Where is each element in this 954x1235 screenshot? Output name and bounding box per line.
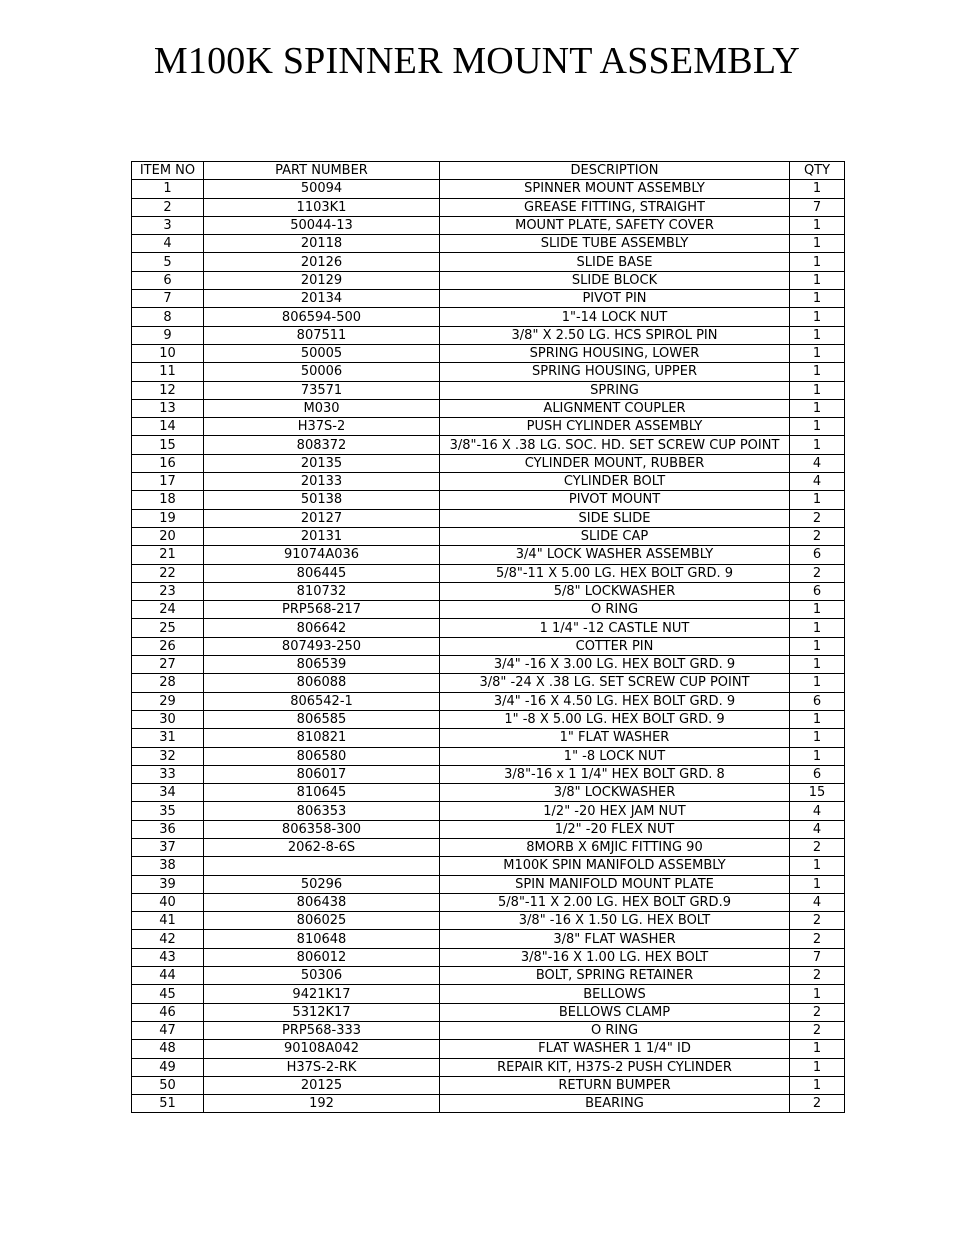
item-no-cell: 15 [132, 436, 204, 454]
item-no-cell: 27 [132, 656, 204, 674]
item-no-cell: 32 [132, 747, 204, 765]
part-number-cell: 808372 [204, 436, 440, 454]
table-row [132, 1058, 845, 1076]
table-row [132, 198, 845, 216]
part-number-cell: 192 [204, 1095, 440, 1113]
part-number-cell: 20131 [204, 527, 440, 545]
description-cell: 5/8" LOCKWASHER [440, 582, 790, 600]
description-cell: SIDE SLIDE [440, 509, 790, 527]
item-no-cell: 22 [132, 564, 204, 582]
qty-cell: 15 [790, 784, 845, 802]
table-body [132, 180, 845, 1113]
table-row [132, 875, 845, 893]
part-number-cell: 20135 [204, 454, 440, 472]
description-cell: 3/4" -16 X 3.00 LG. HEX BOLT GRD. 9 [440, 656, 790, 674]
qty-cell: 2 [790, 930, 845, 948]
description-cell: 3/8" -16 X 1.50 LG. HEX BOLT [440, 912, 790, 930]
table-row [132, 418, 845, 436]
description-cell: RETURN BUMPER [440, 1076, 790, 1094]
part-number-cell: 20118 [204, 235, 440, 253]
part-number-cell: 50044-13 [204, 216, 440, 234]
qty-cell: 1 [790, 729, 845, 747]
qty-cell: 1 [790, 985, 845, 1003]
qty-cell: 6 [790, 692, 845, 710]
table-row [132, 253, 845, 271]
item-no-cell: 26 [132, 637, 204, 655]
part-number-cell: 806642 [204, 619, 440, 637]
description-cell: SPINNER MOUNT ASSEMBLY [440, 180, 790, 198]
item-no-cell: 2 [132, 198, 204, 216]
item-no-cell: 8 [132, 308, 204, 326]
description-cell: 1"-14 LOCK NUT [440, 308, 790, 326]
item-no-cell: 36 [132, 820, 204, 838]
item-no-cell: 29 [132, 692, 204, 710]
description-cell: SLIDE BLOCK [440, 271, 790, 289]
qty-cell: 1 [790, 235, 845, 253]
description-cell: O RING [440, 1021, 790, 1039]
table-row [132, 985, 845, 1003]
header-item-no: ITEM NO [132, 162, 204, 180]
qty-cell: 1 [790, 326, 845, 344]
table-row [132, 930, 845, 948]
description-cell: SPRING HOUSING, UPPER [440, 363, 790, 381]
description-cell: MOUNT PLATE, SAFETY COVER [440, 216, 790, 234]
qty-cell: 2 [790, 1003, 845, 1021]
part-number-cell: 806017 [204, 765, 440, 783]
qty-cell: 1 [790, 290, 845, 308]
item-no-cell: 9 [132, 326, 204, 344]
qty-cell: 1 [790, 747, 845, 765]
qty-cell: 2 [790, 527, 845, 545]
description-cell: GREASE FITTING, STRAIGHT [440, 198, 790, 216]
item-no-cell: 40 [132, 893, 204, 911]
item-no-cell: 34 [132, 784, 204, 802]
qty-cell: 1 [790, 399, 845, 417]
part-number-cell: 20129 [204, 271, 440, 289]
part-number-cell: 810732 [204, 582, 440, 600]
part-number-cell: PRP568-333 [204, 1021, 440, 1039]
part-number-cell: 806585 [204, 710, 440, 728]
description-cell: 1" FLAT WASHER [440, 729, 790, 747]
table-row [132, 765, 845, 783]
table-row [132, 820, 845, 838]
qty-cell: 1 [790, 710, 845, 728]
description-cell: 1/2" -20 FLEX NUT [440, 820, 790, 838]
qty-cell: 1 [790, 857, 845, 875]
description-cell: BELLOWS CLAMP [440, 1003, 790, 1021]
item-no-cell: 17 [132, 473, 204, 491]
description-cell: BOLT, SPRING RETAINER [440, 967, 790, 985]
header-row [132, 162, 845, 180]
header-description: DESCRIPTION [440, 162, 790, 180]
qty-cell: 1 [790, 656, 845, 674]
table-row [132, 729, 845, 747]
table-row [132, 912, 845, 930]
item-no-cell: 31 [132, 729, 204, 747]
item-no-cell: 28 [132, 674, 204, 692]
qty-cell: 4 [790, 802, 845, 820]
part-number-cell: 806438 [204, 893, 440, 911]
description-cell: 5/8"-11 X 2.00 LG. HEX BOLT GRD.9 [440, 893, 790, 911]
table-row [132, 601, 845, 619]
table-row [132, 454, 845, 472]
table-row [132, 1021, 845, 1039]
qty-cell: 1 [790, 418, 845, 436]
table-row [132, 473, 845, 491]
description-cell: 3/8" -24 X .38 LG. SET SCREW CUP POINT [440, 674, 790, 692]
description-cell: CYLINDER BOLT [440, 473, 790, 491]
qty-cell: 1 [790, 1076, 845, 1094]
page-title: M100K SPINNER MOUNT ASSEMBLY [153, 40, 801, 82]
qty-cell: 2 [790, 1021, 845, 1039]
item-no-cell: 39 [132, 875, 204, 893]
description-cell: 3/8" LOCKWASHER [440, 784, 790, 802]
table-row [132, 619, 845, 637]
part-number-cell: 806542-1 [204, 692, 440, 710]
description-cell: PIVOT PIN [440, 290, 790, 308]
part-number-cell: 810821 [204, 729, 440, 747]
description-cell: COTTER PIN [440, 637, 790, 655]
qty-cell: 2 [790, 912, 845, 930]
table-row [132, 747, 845, 765]
table-row [132, 344, 845, 362]
qty-cell: 1 [790, 381, 845, 399]
description-cell: 3/8"-16 X 1.00 LG. HEX BOLT [440, 948, 790, 966]
item-no-cell: 5 [132, 253, 204, 271]
qty-cell: 1 [790, 637, 845, 655]
part-number-cell: 806088 [204, 674, 440, 692]
part-number-cell: 50094 [204, 180, 440, 198]
description-cell: SPRING [440, 381, 790, 399]
table-row [132, 637, 845, 655]
part-number-cell: 2062-8-6S [204, 838, 440, 856]
description-cell: BELLOWS [440, 985, 790, 1003]
part-number-cell [204, 857, 440, 875]
table-row [132, 674, 845, 692]
description-cell: 3/8"-16 X .38 LG. SOC. HD. SET SCREW CUP POINT [440, 436, 790, 454]
part-number-cell: 806025 [204, 912, 440, 930]
part-number-cell: 20133 [204, 473, 440, 491]
part-number-cell: 810645 [204, 784, 440, 802]
description-cell: 3/4" LOCK WASHER ASSEMBLY [440, 546, 790, 564]
description-cell: 8MORB X 6MJIC FITTING 90 [440, 838, 790, 856]
table-row [132, 564, 845, 582]
table-row [132, 527, 845, 545]
qty-cell: 4 [790, 820, 845, 838]
qty-cell: 6 [790, 765, 845, 783]
qty-cell: 2 [790, 967, 845, 985]
description-cell: REPAIR KIT, H37S-2 PUSH CYLINDER [440, 1058, 790, 1076]
part-number-cell: 807493-250 [204, 637, 440, 655]
qty-cell: 2 [790, 838, 845, 856]
table-row [132, 1003, 845, 1021]
description-cell: O RING [440, 601, 790, 619]
qty-cell: 1 [790, 344, 845, 362]
part-number-cell: 50306 [204, 967, 440, 985]
qty-cell: 1 [790, 271, 845, 289]
description-cell: CYLINDER MOUNT, RUBBER [440, 454, 790, 472]
part-number-cell: 50006 [204, 363, 440, 381]
item-no-cell: 6 [132, 271, 204, 289]
description-cell: BEARING [440, 1095, 790, 1113]
table-row [132, 326, 845, 344]
table-row [132, 546, 845, 564]
description-cell: ALIGNMENT COUPLER [440, 399, 790, 417]
part-number-cell: 50005 [204, 344, 440, 362]
item-no-cell: 47 [132, 1021, 204, 1039]
part-number-cell: 20134 [204, 290, 440, 308]
item-no-cell: 12 [132, 381, 204, 399]
qty-cell: 1 [790, 875, 845, 893]
qty-cell: 2 [790, 1095, 845, 1113]
item-no-cell: 42 [132, 930, 204, 948]
item-no-cell: 18 [132, 491, 204, 509]
part-number-cell: 20127 [204, 509, 440, 527]
item-no-cell: 41 [132, 912, 204, 930]
part-number-cell: 806580 [204, 747, 440, 765]
description-cell: SLIDE TUBE ASSEMBLY [440, 235, 790, 253]
part-number-cell: PRP568-217 [204, 601, 440, 619]
description-cell: 1" -8 X 5.00 LG. HEX BOLT GRD. 9 [440, 710, 790, 728]
table-row [132, 363, 845, 381]
item-no-cell: 1 [132, 180, 204, 198]
qty-cell: 2 [790, 509, 845, 527]
part-number-cell: 806012 [204, 948, 440, 966]
table-row [132, 216, 845, 234]
qty-cell: 4 [790, 473, 845, 491]
qty-cell: 4 [790, 893, 845, 911]
qty-cell: 2 [790, 564, 845, 582]
part-number-cell: 20126 [204, 253, 440, 271]
item-no-cell: 51 [132, 1095, 204, 1113]
qty-cell: 1 [790, 363, 845, 381]
item-no-cell: 20 [132, 527, 204, 545]
table-header [132, 162, 845, 180]
table-row [132, 436, 845, 454]
table-row [132, 290, 845, 308]
description-cell: PIVOT MOUNT [440, 491, 790, 509]
part-number-cell: 807511 [204, 326, 440, 344]
qty-cell: 1 [790, 619, 845, 637]
table-row [132, 1040, 845, 1058]
item-no-cell: 48 [132, 1040, 204, 1058]
part-number-cell: 50138 [204, 491, 440, 509]
item-no-cell: 44 [132, 967, 204, 985]
qty-cell: 1 [790, 253, 845, 271]
qty-cell: 1 [790, 308, 845, 326]
item-no-cell: 21 [132, 546, 204, 564]
table-row [132, 710, 845, 728]
table-row [132, 948, 845, 966]
header-part-number: PART NUMBER [204, 162, 440, 180]
qty-cell: 6 [790, 546, 845, 564]
table-row [132, 399, 845, 417]
description-cell: PUSH CYLINDER ASSEMBLY [440, 418, 790, 436]
description-cell: 5/8"-11 X 5.00 LG. HEX BOLT GRD. 9 [440, 564, 790, 582]
qty-cell: 7 [790, 948, 845, 966]
table-row [132, 582, 845, 600]
item-no-cell: 3 [132, 216, 204, 234]
part-number-cell: 806358-300 [204, 820, 440, 838]
part-number-cell: 73571 [204, 381, 440, 399]
table-row [132, 180, 845, 198]
item-no-cell: 11 [132, 363, 204, 381]
item-no-cell: 4 [132, 235, 204, 253]
description-cell: 1 1/4" -12 CASTLE NUT [440, 619, 790, 637]
part-number-cell: 90108A042 [204, 1040, 440, 1058]
part-number-cell: 1103K1 [204, 198, 440, 216]
part-number-cell: 20125 [204, 1076, 440, 1094]
part-number-cell: 806594-500 [204, 308, 440, 326]
part-number-cell: H37S-2 [204, 418, 440, 436]
table-row [132, 491, 845, 509]
item-no-cell: 14 [132, 418, 204, 436]
table-row [132, 308, 845, 326]
part-number-cell: 806445 [204, 564, 440, 582]
part-number-cell: H37S-2-RK [204, 1058, 440, 1076]
qty-cell: 1 [790, 216, 845, 234]
qty-cell: 4 [790, 454, 845, 472]
description-cell: SPIN MANIFOLD MOUNT PLATE [440, 875, 790, 893]
qty-cell: 7 [790, 198, 845, 216]
description-cell: 1" -8 LOCK NUT [440, 747, 790, 765]
table-row [132, 838, 845, 856]
item-no-cell: 37 [132, 838, 204, 856]
table-row [132, 1095, 845, 1113]
table-row [132, 656, 845, 674]
part-number-cell: 806353 [204, 802, 440, 820]
part-number-cell: M030 [204, 399, 440, 417]
item-no-cell: 19 [132, 509, 204, 527]
description-cell: SLIDE BASE [440, 253, 790, 271]
bill-of-materials-table [131, 161, 845, 1113]
part-number-cell: 5312K17 [204, 1003, 440, 1021]
table-row [132, 381, 845, 399]
description-cell: 1/2" -20 HEX JAM NUT [440, 802, 790, 820]
qty-cell: 1 [790, 1058, 845, 1076]
table-row [132, 271, 845, 289]
qty-cell: 1 [790, 674, 845, 692]
description-cell: SPRING HOUSING, LOWER [440, 344, 790, 362]
item-no-cell: 13 [132, 399, 204, 417]
table-row [132, 692, 845, 710]
item-no-cell: 33 [132, 765, 204, 783]
table-row [132, 802, 845, 820]
item-no-cell: 25 [132, 619, 204, 637]
part-number-cell: 9421K17 [204, 985, 440, 1003]
item-no-cell: 30 [132, 710, 204, 728]
item-no-cell: 46 [132, 1003, 204, 1021]
description-cell: 3/4" -16 X 4.50 LG. HEX BOLT GRD. 9 [440, 692, 790, 710]
table-row [132, 1076, 845, 1094]
item-no-cell: 35 [132, 802, 204, 820]
item-no-cell: 24 [132, 601, 204, 619]
qty-cell: 1 [790, 180, 845, 198]
qty-cell: 1 [790, 436, 845, 454]
item-no-cell: 7 [132, 290, 204, 308]
item-no-cell: 43 [132, 948, 204, 966]
table-row [132, 509, 845, 527]
description-cell: 3/8"-16 x 1 1/4" HEX BOLT GRD. 8 [440, 765, 790, 783]
part-number-cell: 810648 [204, 930, 440, 948]
part-number-cell: 91074A036 [204, 546, 440, 564]
item-no-cell: 23 [132, 582, 204, 600]
qty-cell: 1 [790, 1040, 845, 1058]
header-qty: QTY [790, 162, 845, 180]
description-cell: M100K SPIN MANIFOLD ASSEMBLY [440, 857, 790, 875]
item-no-cell: 10 [132, 344, 204, 362]
item-no-cell: 38 [132, 857, 204, 875]
description-cell: 3/8" X 2.50 LG. HCS SPIROL PIN [440, 326, 790, 344]
part-number-cell: 806539 [204, 656, 440, 674]
item-no-cell: 50 [132, 1076, 204, 1094]
qty-cell: 6 [790, 582, 845, 600]
qty-cell: 1 [790, 491, 845, 509]
qty-cell: 1 [790, 601, 845, 619]
item-no-cell: 45 [132, 985, 204, 1003]
item-no-cell: 16 [132, 454, 204, 472]
table-row [132, 893, 845, 911]
table-row [132, 784, 845, 802]
table-row [132, 967, 845, 985]
description-cell: SLIDE CAP [440, 527, 790, 545]
part-number-cell: 50296 [204, 875, 440, 893]
table-row [132, 857, 845, 875]
description-cell: 3/8" FLAT WASHER [440, 930, 790, 948]
description-cell: FLAT WASHER 1 1/4" ID [440, 1040, 790, 1058]
item-no-cell: 49 [132, 1058, 204, 1076]
table-row [132, 235, 845, 253]
